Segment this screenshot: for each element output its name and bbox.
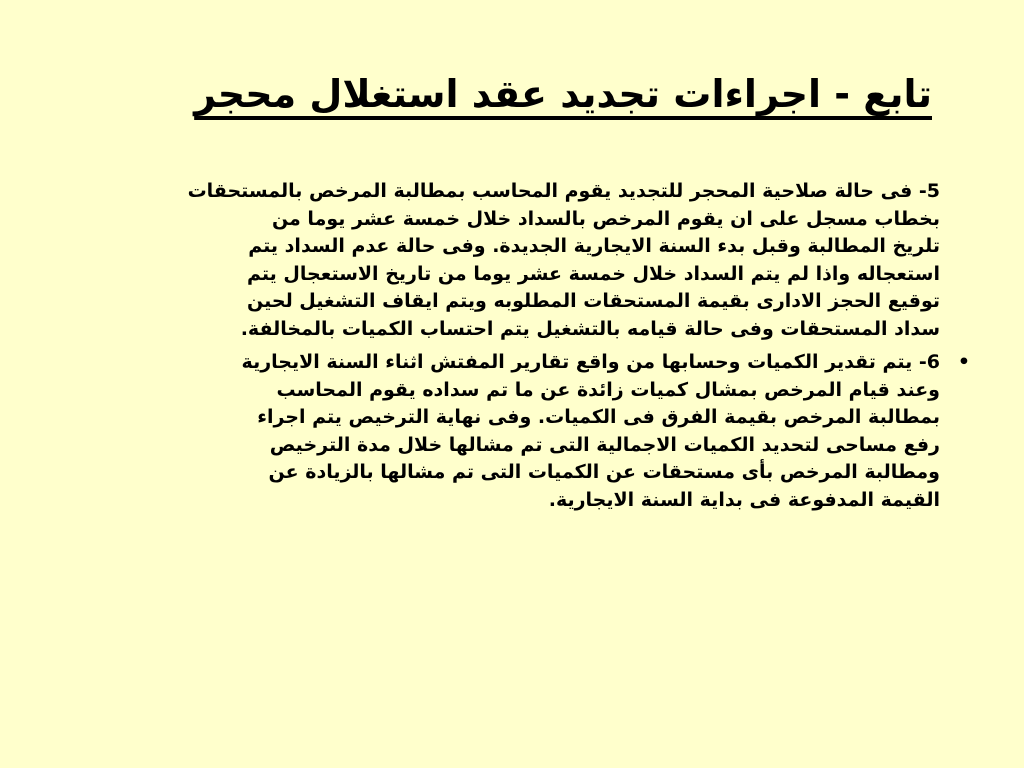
- list-item-text: [62, 178, 940, 343]
- text-line: بخطاب مسجل على ان يقوم المرخص بالسداد خلال خمسة عشر يوما من: [271, 207, 940, 230]
- text-line: تلريخ المطالبة وقبل بدء السنة الايجارية الجديدة. وفى حالة عدم السداد يتم: [248, 235, 940, 257]
- list-item-1: [62, 178, 970, 343]
- text-line: القيمة المدفوعة فى بداية السنة الايجارية.: [548, 488, 940, 511]
- text-line: رفع مساحى لتحديد الكميات الاجمالية التى تم مشالها خلال مدة الترخيص: [269, 433, 940, 456]
- text-line: 5- فى حالة صلاحية المحجر للتجديد يقوم المحاسب بمطالبة المرخص بالمستحقات: [187, 180, 940, 202]
- text-line: بمطالبة المرخص بقيمة الفرق فى الكميات. وفى نهاية الترخيص يتم اجراء: [257, 406, 940, 428]
- text-line: وعند قيام المرخص بمشال كميات زائدة عن ما تم سداده يقوم المحاسب: [276, 378, 940, 401]
- list-item-text: [62, 349, 940, 514]
- slide-title: تابع - اجراءات تجديد عقد استغلال محجر: [194, 72, 932, 116]
- text-line: ومطالبة المرخص بأى مستحقات عن الكميات التى تم مشالها بالزيادة عن: [268, 461, 940, 483]
- slide-body: [62, 178, 970, 520]
- text-line: 6- يتم تقدير الكميات وحسابها من واقع تقارير المفتش اثناء السنة الايجارية: [241, 351, 940, 373]
- bullet-icon: •: [957, 351, 970, 373]
- text-line: سداد المستحقات وفى حالة قيامه بالتشغيل يتم احتساب الكميات بالمخالفة.: [240, 317, 940, 340]
- text-line: استعجاله واذا لم يتم السداد خلال خمسة عشر يوما من تاريخ الاستعجال يتم: [247, 262, 940, 285]
- text-line: توقيع الحجز الادارى بقيمة المستحقات المطلوبه ويتم ايقاف التشغيل لحين: [247, 290, 940, 312]
- list-item-2: [62, 349, 970, 514]
